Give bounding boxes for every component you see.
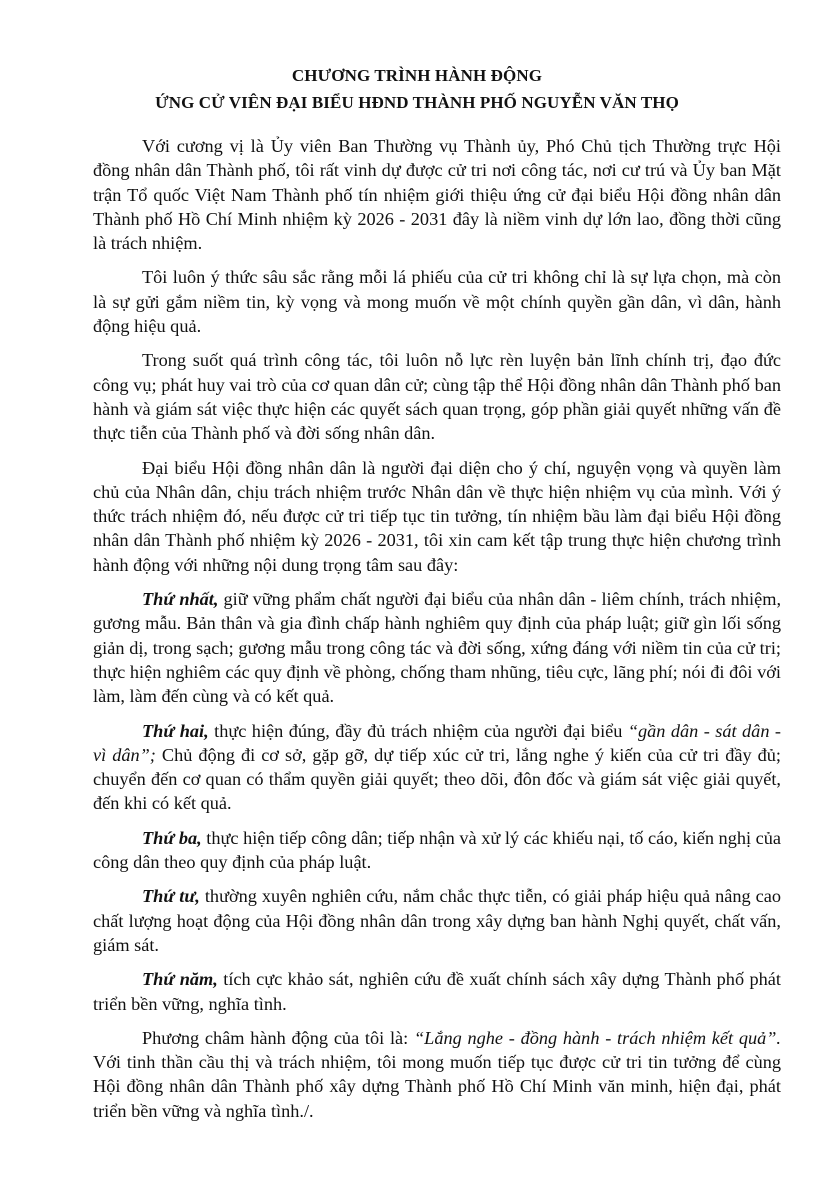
point-third	[93, 826, 781, 875]
point-fourth-text: thường xuyên nghiên cứu, nắm chắc thực tiễn, có giải pháp hiệu quả nâng cao chất lượng hoạt động của Hội đồng nhân dân trong xây dựng ban hành Nghị quyết, chất vấn, giám sát.	[93, 886, 781, 955]
closing-motto: “Lắng nghe - đồng hành - trách nhiệm kết quả”.	[413, 1027, 781, 1048]
point-second-quote: “gần dân - sát dân - vì dân”;	[93, 720, 781, 765]
point-second-lead: Thứ hai,	[142, 720, 209, 741]
point-second	[93, 719, 781, 816]
point-first-text: giữ vững phẩm chất người đại biểu của nhân dân - liêm chính, trách nhiệm, gương mẫu. Bản thân và gia đình chấp hành nghiêm quy định của pháp luật; giữ gìn lối sống giản dị, trong sạch; gương mẫu trong công tác và đời sống, xứng đáng với niềm tin của cử tri; thực hiện nghiêm các quy định về phòng, chống tham nhũng, tiêu cực, lãng phí; nói đi đôi với làm, làm đến cùng và có kết quả.	[93, 589, 782, 707]
point-fourth-lead: Thứ tư,	[142, 886, 200, 907]
point-third-lead: Thứ ba,	[142, 827, 202, 848]
point-second-text: thực hiện đúng, đầy đủ trách nhiệm của người đại biểu	[208, 720, 628, 741]
paragraph-awareness: Tôi luôn ý thức sâu sắc rằng mỗi lá phiếu của cử tri không chỉ là sự lựa chọn, mà còn là sự gửi gắm niềm tin, kỳ vọng và mong muốn về một chính quyền gần dân, vì dân, hành động hiệu quả.	[93, 267, 781, 337]
closing-text: Phương châm hành động của tôi là:	[142, 1027, 414, 1048]
point-second-text-cont: Chủ động đi cơ sở, gặp gỡ, dự tiếp xúc cử tri, lắng nghe ý kiến của cử tri đầy đủ; chuyển đến cơ quan có thẩm quyền giải quyết; theo dõi, đôn đốc và giám sát việc giải quyết, đến khi có kết quả.	[93, 744, 781, 814]
point-third-text: thực hiện tiếp công dân; tiếp nhận và xử lý các khiếu nại, tố cáo, kiến nghị của công dân theo quy định của pháp luật.	[93, 827, 781, 873]
point-fifth-text: tích cực khảo sát, nghiên cứu đề xuất chính sách xây dựng Thành phố phát triển bền vững, nghĩa tình.	[93, 969, 781, 1014]
document-subtitle: ỨNG CỬ VIÊN ĐẠI BIỂU HĐND THÀNH PHỐ NGUYỄN VĂN THỌ	[155, 93, 679, 112]
point-fifth	[93, 967, 781, 1016]
document-body	[93, 134, 781, 1133]
point-first-lead: Thứ nhất,	[142, 589, 219, 610]
document-title: CHƯƠNG TRÌNH HÀNH ĐỘNG	[291, 66, 543, 85]
point-first	[93, 587, 781, 708]
paragraph-experience: Trong suốt quá trình công tác, tôi luôn nỗ lực rèn luyện bản lĩnh chính trị, đạo đức công vụ; phát huy vai trò của cơ quan dân cử; cùng tập thể Hội đồng nhân dân Thành phố ban hành và giám sát việc thực hiện các quyết sách quan trọng, góp phần giải quyết những vấn đề thực tiễn của Thành phố và đời sống nhân dân.	[93, 350, 781, 444]
point-fifth-lead: Thứ năm,	[142, 969, 218, 990]
paragraph-commitment: Đại biểu Hội đồng nhân dân là người đại diện cho ý chí, nguyện vọng và quyền làm chủ của Nhân dân, chịu trách nhiệm trước Nhân dân về thực hiện nhiệm vụ của mình. Với ý thức trách nhiệm đó, nếu được cử tri tiếp tục tin tưởng, tín nhiệm bầu làm đại biểu Hội đồng nhân dân Thành phố nhiệm kỳ 2026 - 2031, tôi xin cam kết tập trung thực hiện chương trình hành động với những nội dung trọng tâm sau đây:	[93, 457, 781, 575]
paragraph-intro: Với cương vị là Ủy viên Ban Thường vụ Thành ủy, Phó Chủ tịch Thường trực Hội đồng nhân dân Thành phố, tôi rất vinh dự được cử tri nơi công tác, nơi cư trú và Ủy ban Mặt trận Tổ quốc Việt Nam Thành phố tín nhiệm giới thiệu ứng cử đại biểu Hội đồng nhân dân Thành phố Hồ Chí Minh nhiệm kỳ 2026 - 2031 đây là niềm vinh dự lớn lao, đồng thời cũng là trách nhiệm.	[93, 136, 781, 254]
closing-text-cont: Với tinh thần cầu thị và trách nhiệm, tôi mong muốn tiếp tục được cử tri tin tưởng để cùng Hội đồng nhân dân Thành phố xây dựng Thành phố Hồ Chí Minh văn minh, hiện đại, phát triển bền vững và nghĩa tình./.	[93, 1052, 781, 1121]
paragraph-closing	[93, 1026, 781, 1123]
point-fourth	[93, 884, 781, 957]
